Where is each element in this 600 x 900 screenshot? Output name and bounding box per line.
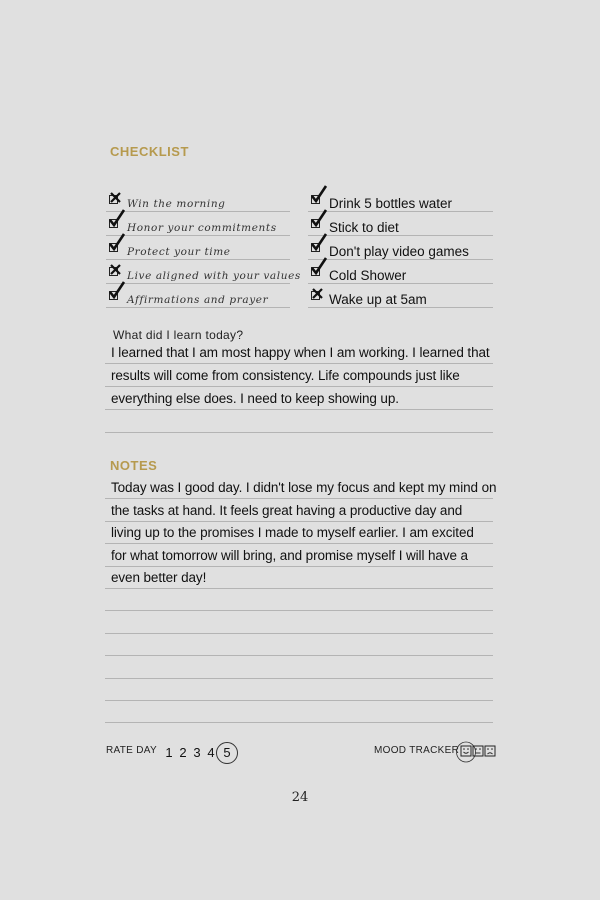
checklist-item[interactable] — [308, 188, 493, 212]
checklist-item-label: Protect your time — [127, 246, 231, 258]
checkmark-icon — [107, 281, 129, 303]
checkmark-icon — [309, 233, 331, 255]
rating-option[interactable]: 1 — [165, 745, 173, 760]
mood-tracker-label: MOOD TRACKER — [374, 745, 460, 756]
writing-line — [105, 522, 493, 544]
writing-line — [105, 544, 493, 566]
checklist-item[interactable] — [106, 284, 290, 308]
checklist-item-label: Honor your commitments — [127, 222, 277, 234]
writing-line — [105, 701, 493, 723]
checklist-item[interactable] — [106, 236, 290, 260]
checkmark-icon — [309, 257, 331, 279]
handwritten-text: the tasks at hand. It feels great having a productive day and — [111, 502, 463, 518]
checklist-item[interactable] — [308, 284, 493, 308]
checklist-item-label: Win the morning — [127, 198, 226, 210]
writing-line — [105, 341, 493, 364]
checklist-item[interactable] — [308, 236, 493, 260]
checklist-item-label: Wake up at 5am — [329, 292, 427, 307]
checklist-item[interactable] — [308, 260, 493, 284]
handwritten-text: living up to the promises I made to myself earlier. I am excited — [111, 525, 474, 541]
writing-line — [105, 679, 493, 701]
handwritten-text: I learned that I am most happy when I am working. I learned that — [111, 345, 490, 360]
checklist-right-column — [308, 188, 493, 308]
handwritten-text: even better day! — [111, 569, 207, 585]
checklist-item[interactable] — [106, 188, 290, 212]
handwritten-text: for what tomorrow will bring, and promise myself I will have a — [111, 547, 468, 563]
mood-tracker-icons[interactable] — [456, 740, 500, 764]
checkmark-icon — [309, 209, 331, 231]
rating-option[interactable]: 2 — [179, 745, 187, 760]
x-mark-icon — [309, 281, 331, 303]
checklist-title: CHECKLIST — [110, 144, 189, 159]
writing-line — [105, 387, 493, 410]
writing-line — [105, 499, 493, 521]
checklist-item[interactable] — [106, 260, 301, 284]
checklist-item-label: Don't play video games — [329, 244, 469, 259]
rating-option[interactable]: 3 — [193, 745, 201, 760]
writing-line — [105, 410, 493, 433]
writing-line — [105, 589, 493, 611]
rating-option-selected[interactable]: 5 — [216, 742, 238, 764]
checkmark-icon — [107, 209, 129, 231]
checkmark-icon — [107, 233, 129, 255]
checklist-item-label: Cold Shower — [329, 268, 407, 283]
checklist-item-label: Stick to diet — [329, 220, 399, 235]
checklist-item-label: Live aligned with your values — [127, 270, 301, 282]
writing-line — [105, 634, 493, 656]
rate-day-label: RATE DAY — [106, 745, 157, 756]
notes-title: NOTES — [110, 458, 158, 473]
learn-answer-field[interactable] — [105, 341, 493, 433]
writing-line — [105, 656, 493, 678]
learn-question: What did I learn today? — [113, 328, 244, 342]
writing-line — [105, 364, 493, 387]
checkmark-icon — [309, 185, 331, 207]
x-mark-icon — [107, 185, 129, 207]
checklist-item[interactable] — [308, 212, 493, 236]
writing-line — [105, 567, 493, 589]
handwritten-text: everything else does. I need to keep showing up. — [111, 391, 399, 406]
checklist-item-label: Affirmations and prayer — [127, 294, 269, 306]
writing-line — [105, 611, 493, 633]
checklist-item[interactable] — [106, 212, 290, 236]
writing-line — [105, 477, 497, 499]
rate-day-options — [162, 742, 238, 764]
sad-face-icon[interactable] — [485, 746, 495, 756]
checklist-item-label: Drink 5 bottles water — [329, 196, 453, 211]
page-number: 24 — [291, 790, 309, 805]
x-mark-icon — [107, 257, 129, 279]
rating-option[interactable]: 4 — [207, 745, 215, 760]
checklist-left-column — [106, 188, 301, 308]
handwritten-text: Today was I good day. I didn't lose my focus and kept my mind on — [111, 480, 497, 496]
handwritten-text: results will come from consistency. Life compounds just like — [111, 368, 460, 383]
notes-field[interactable] — [105, 477, 497, 723]
